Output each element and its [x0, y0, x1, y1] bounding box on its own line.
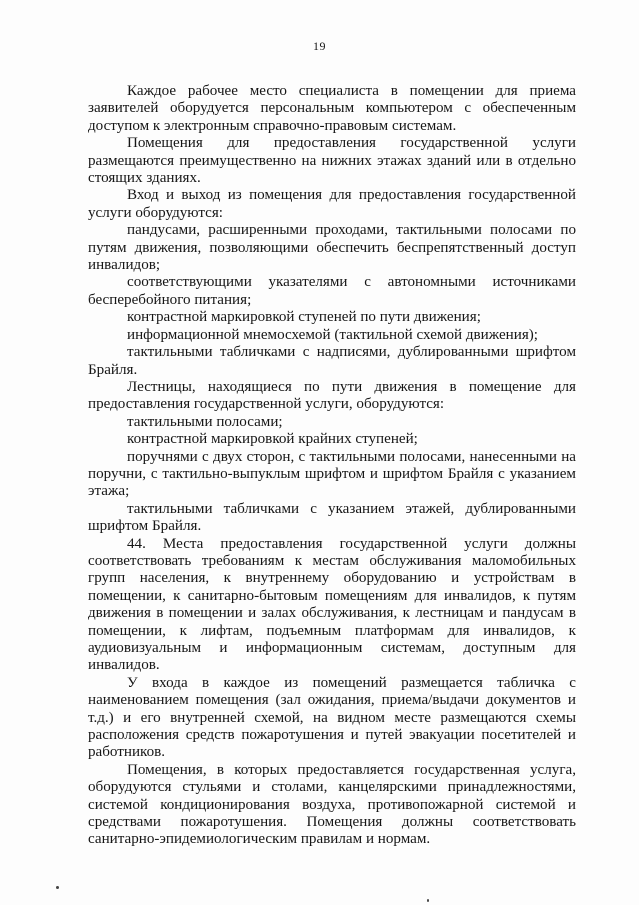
paragraph-entrance-sign: У входа в каждое из помещений размещается табличка с наименованием помещения (зал ожидания, приема/выдачи документов и т.д.) и его внутренней схемой, на видном месте размещаются схемы расположения средств пожаротушения и путей эвакуации посетителей и работников. [88, 674, 576, 761]
paragraph-premises-furniture: Помещения, в которых предоставляется государственная услуга, оборудуются стульями и столами, канцелярскими принадлежностями, системой кондиционирования воздуха, противопожарной системой и средствами пожаротушения. Помещения должны соответствовать санитарно-эпидемиологическим правилам и нормам. [88, 761, 576, 848]
paragraph-entrance-equipment: Вход и выход из помещения для предоставления государственной услуги оборудуются: [88, 187, 576, 221]
scan-speck [56, 886, 59, 889]
list-item-signs: соответствующими указателями с автономными источниками бесперебойного питания; [88, 274, 576, 308]
list-item-floor-signs: тактильными табличками с указанием этажей, дублированными шрифтом Брайля. [88, 500, 576, 535]
list-item-tactile-strips: тактильными полосами; [127, 413, 283, 430]
list-item-mnemonic-scheme: информационной мнемосхемой (тактильной схемой движения); [127, 326, 538, 343]
list-item-tactile-signs: тактильными табличками с надписями, дублированными шрифтом Брайля. [88, 344, 576, 378]
list-item-edge-step-marking: контрастной маркировкой крайних ступеней; [127, 431, 418, 448]
list-item-ramps: пандусами, расширенными проходами, тактильными полосами по путям движения, позволяющими обеспечить беспрепятственный доступ инвалидов; [88, 222, 576, 274]
document-body [88, 83, 576, 849]
paragraph-stairs-equipment: Лестницы, находящиеся по пути движения в помещение для предоставления государственной услуги, оборудуются: [88, 378, 576, 413]
list-item-handrails: поручнями с двух сторон, с тактильными полосами, нанесенными на поручни, с тактильно-выпуклым шрифтом и шрифтом Брайля с указанием этажа; [88, 448, 576, 500]
list-item-step-marking: контрастной маркировкой ступеней по пути движения; [127, 309, 481, 326]
paragraph-workplace-computer: Каждое рабочее место специалиста в помещении для приема заявителей оборудуется персональным компьютером с обеспеченным доступом к электронным справочно-правовым системам. [88, 83, 576, 134]
scan-speck [427, 899, 429, 902]
page-number: 19 [313, 39, 326, 53]
paragraph-section-44: 44. Места предоставления государственной услуги должны соответствовать требованиям к местам обслуживания маломобильных групп населения, к внутреннему оборудованию и устройствам в помещении, к санитарно-бытовым помещениям для инвалидов, к путям движения в помещении и залах обслуживания, к лестницам и пандусам в помещении, к лифтам, подъемным платформам для инвалидов, к аудиовизуальным и информационным системам, доступным для инвалидов. [88, 535, 576, 674]
paragraph-premises-location: Помещения для предоставления государственной услуги размещаются преимущественно на нижних этажах зданий или в отдельно стоящих зданиях. [88, 135, 576, 187]
